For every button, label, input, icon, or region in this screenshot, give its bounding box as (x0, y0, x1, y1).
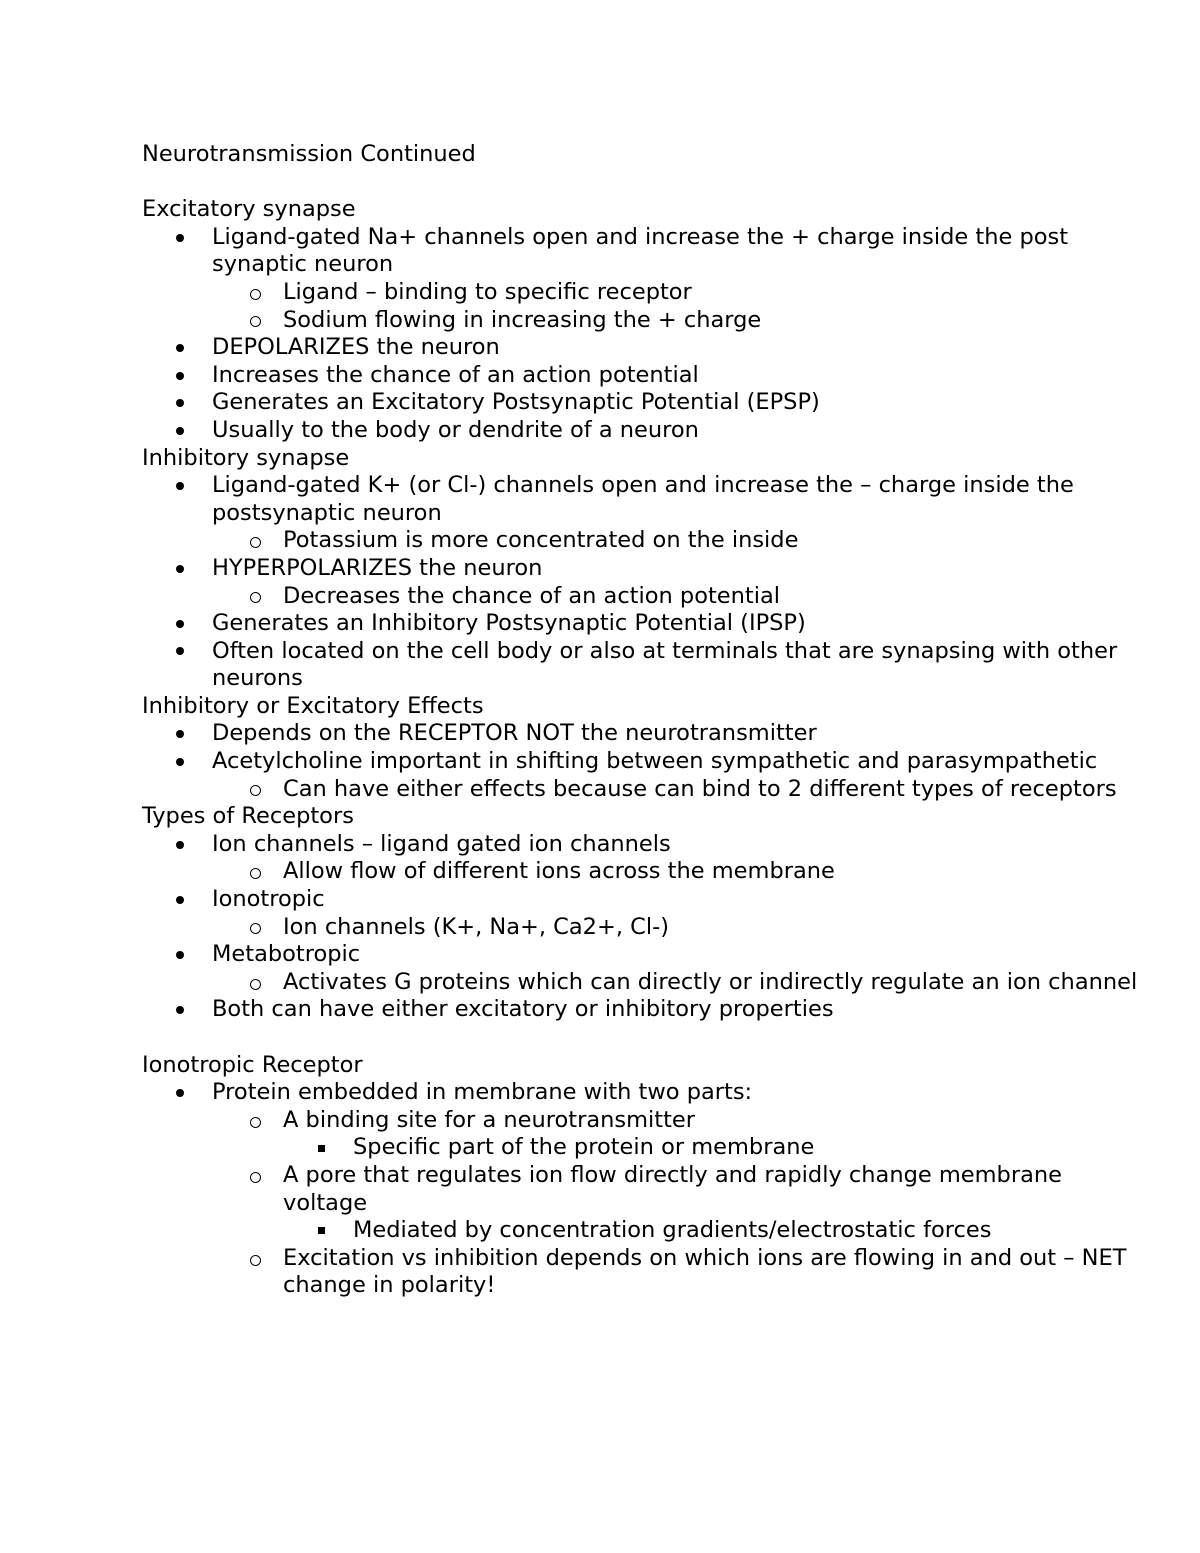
circle-bullet-icon (245, 1162, 265, 1190)
bullet-icon (170, 417, 190, 445)
circle-bullet-icon (245, 527, 265, 555)
list-item (142, 472, 1142, 527)
document-body (142, 141, 1142, 1300)
bullet-icon (170, 1079, 190, 1107)
section-heading: Ionotropic Receptor (142, 1051, 363, 1078)
list-item-text: A binding site for a neurotransmitter (283, 1106, 696, 1133)
list-item (142, 1107, 1142, 1135)
list-item-text: Usually to the body or dendrite of a neuron (212, 416, 699, 443)
bullet-icon (170, 334, 190, 362)
list-item-text: Decreases the chance of an action potential (283, 582, 781, 609)
circle-bullet-icon (245, 583, 265, 611)
list-item (142, 362, 1142, 390)
list-item-text: A pore that regulates ion flow directly and rapidly change membrane voltage (283, 1161, 1062, 1216)
list-item (142, 1162, 1142, 1217)
list-item (142, 307, 1142, 335)
bullet-icon (170, 389, 190, 417)
list-item-text: DEPOLARIZES the neuron (212, 334, 500, 361)
section-heading: Inhibitory synapse (142, 444, 350, 471)
bullet-icon (170, 472, 190, 500)
list-item (142, 969, 1142, 997)
list-item (142, 527, 1142, 555)
list-item (142, 638, 1142, 693)
circle-bullet-icon (245, 858, 265, 886)
list-item-text: Protein embedded in membrane with two parts: (212, 1079, 753, 1106)
list-item-text: Potassium is more concentrated on the inside (283, 527, 799, 554)
list-item-text: Ion channels – ligand gated ion channels (212, 830, 671, 857)
list-item-text: Ionotropic (212, 886, 325, 913)
list-item-text: Generates an Inhibitory Postsynaptic Potential (IPSP) (212, 610, 806, 637)
list-item-text: Depends on the RECEPTOR NOT the neurotransmitter (212, 720, 817, 747)
circle-bullet-icon (245, 776, 265, 804)
bullet-icon (170, 610, 190, 638)
list-item (142, 1245, 1142, 1300)
list-item (142, 417, 1142, 445)
list-item-text: Specific part of the protein or membrane (353, 1134, 815, 1161)
circle-bullet-icon (245, 307, 265, 335)
list-item-text: Acetylcholine important in shifting between sympathetic and parasympathetic (212, 748, 1098, 775)
list-item (142, 831, 1142, 859)
list-item-text: Can have either effects because can bind to 2 different types of receptors (283, 775, 1117, 802)
list-item (142, 334, 1142, 362)
list-item-text: Ligand – binding to specific receptor (283, 278, 692, 305)
bullet-icon (170, 748, 190, 776)
section-heading: Inhibitory or Excitatory Effects (142, 692, 484, 719)
list-item-text: Sodium flowing in increasing the + charge (283, 306, 762, 333)
list-item (142, 720, 1142, 748)
circle-bullet-icon (245, 914, 265, 942)
list-item-text: Generates an Excitatory Postsynaptic Potential (EPSP) (212, 389, 820, 416)
list-item (142, 1079, 1142, 1107)
list-item-text: Ligand-gated Na+ channels open and increase the + charge inside the post synaptic neuron (212, 223, 1069, 278)
list-item-text: Increases the chance of an action potential (212, 361, 699, 388)
list-item (142, 886, 1142, 914)
list-item (142, 858, 1142, 886)
bullet-icon (170, 362, 190, 390)
circle-bullet-icon (245, 969, 265, 997)
list-item (142, 776, 1142, 804)
list-item-text: Ion channels (K+, Na+, Ca2+, Cl-) (283, 913, 670, 940)
bullet-icon (170, 941, 190, 969)
bullet-icon (170, 638, 190, 666)
blank-line (142, 1024, 1142, 1052)
section-heading: Types of Receptors (142, 803, 354, 830)
square-bullet-icon (311, 1217, 331, 1245)
bullet-icon (170, 831, 190, 859)
circle-bullet-icon (245, 279, 265, 307)
section-heading: Neurotransmission Continued (142, 141, 476, 167)
bullet-icon (170, 224, 190, 252)
circle-bullet-icon (245, 1107, 265, 1135)
list-item (142, 1134, 1142, 1162)
list-item (142, 224, 1142, 279)
bullet-icon (170, 555, 190, 583)
section-heading: Excitatory synapse (142, 196, 356, 223)
list-item-text: Metabotropic (212, 941, 361, 968)
list-item (142, 389, 1142, 417)
list-item (142, 555, 1142, 583)
list-item-text: Allow flow of different ions across the membrane (283, 858, 835, 885)
list-item-text: Activates G proteins which can directly or indirectly regulate an ion channel (283, 968, 1138, 995)
bullet-icon (170, 886, 190, 914)
list-item-text: Often located on the cell body or also at terminals that are synapsing with other neurons (212, 637, 1118, 692)
list-item (142, 583, 1142, 611)
list-item (142, 941, 1142, 969)
square-bullet-icon (311, 1134, 331, 1162)
bullet-icon (170, 720, 190, 748)
list-item-text: Excitation vs inhibition depends on which ions are flowing in and out – NET change in polarity! (283, 1244, 1127, 1299)
list-item (142, 279, 1142, 307)
list-item (142, 914, 1142, 942)
list-item (142, 1217, 1142, 1245)
list-item (142, 610, 1142, 638)
list-item-text: Both can have either excitatory or inhibitory properties (212, 996, 834, 1023)
list-item (142, 748, 1142, 776)
list-item-text: Ligand-gated K+ (or Cl-) channels open and increase the – charge inside the postsynaptic neuron (212, 472, 1074, 526)
bullet-icon (170, 996, 190, 1024)
list-item-text: HYPERPOLARIZES the neuron (212, 554, 543, 581)
blank-line (142, 169, 1142, 197)
list-item-text: Mediated by concentration gradients/electrostatic forces (353, 1217, 992, 1244)
list-item (142, 996, 1142, 1024)
circle-bullet-icon (245, 1245, 265, 1273)
